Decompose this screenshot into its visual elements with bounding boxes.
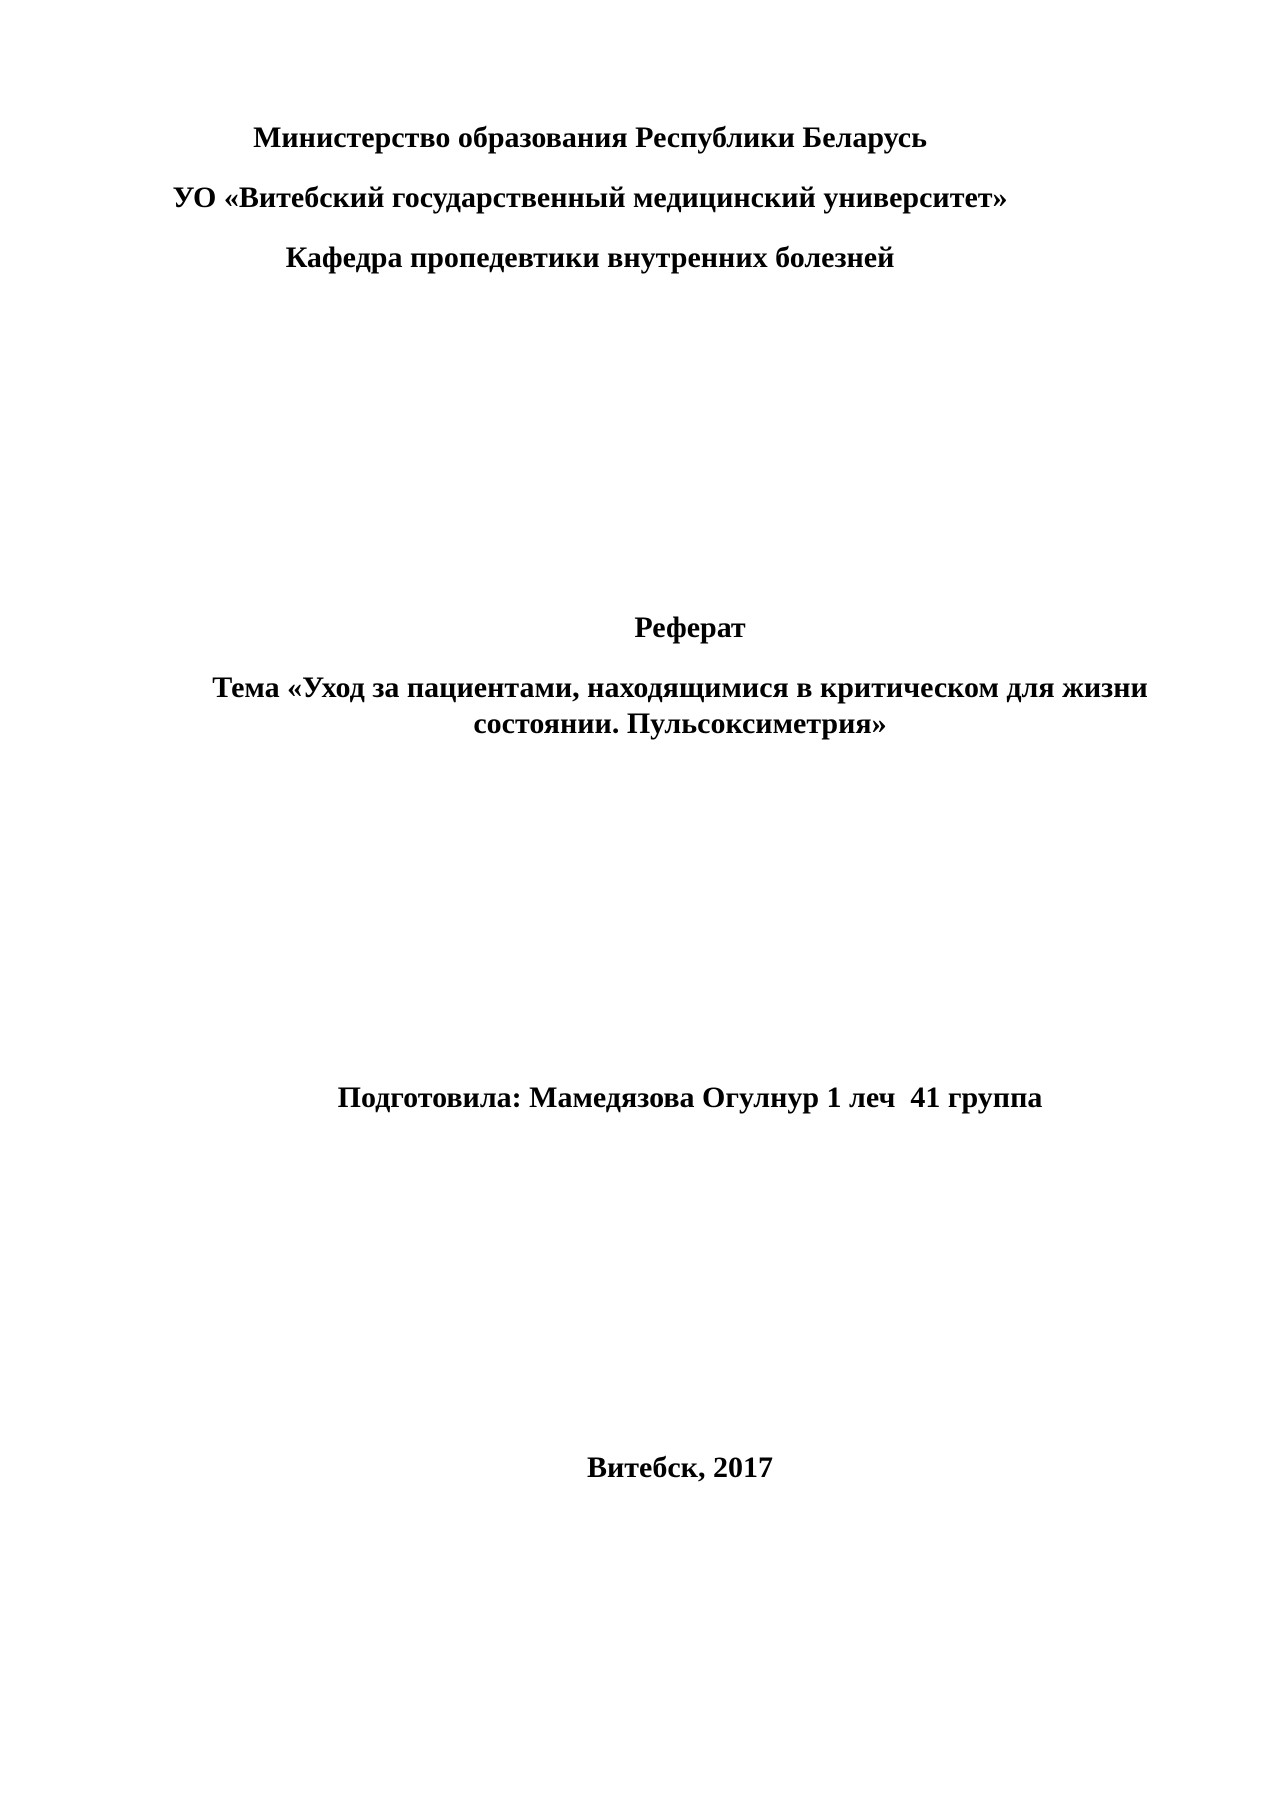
author-line: Подготовила: Мамедязова Огулнур 1 леч 41 группа xyxy=(337,1081,1043,1114)
university-name: УО «Витебский государственный медицинский университет» xyxy=(172,181,1008,214)
document-type: Реферат xyxy=(634,611,746,644)
department-name: Кафедра пропедевтики внутренних болезней xyxy=(285,241,895,274)
city-year: Витебск, 2017 xyxy=(587,1451,773,1484)
ministry-name: Министерство образования Республики Беларусь xyxy=(253,121,927,154)
document-topic: Тема «Уход за пациентами, находящимися в критическом для жизни состоянии. Пульсоксиметрия» xyxy=(212,671,1148,740)
